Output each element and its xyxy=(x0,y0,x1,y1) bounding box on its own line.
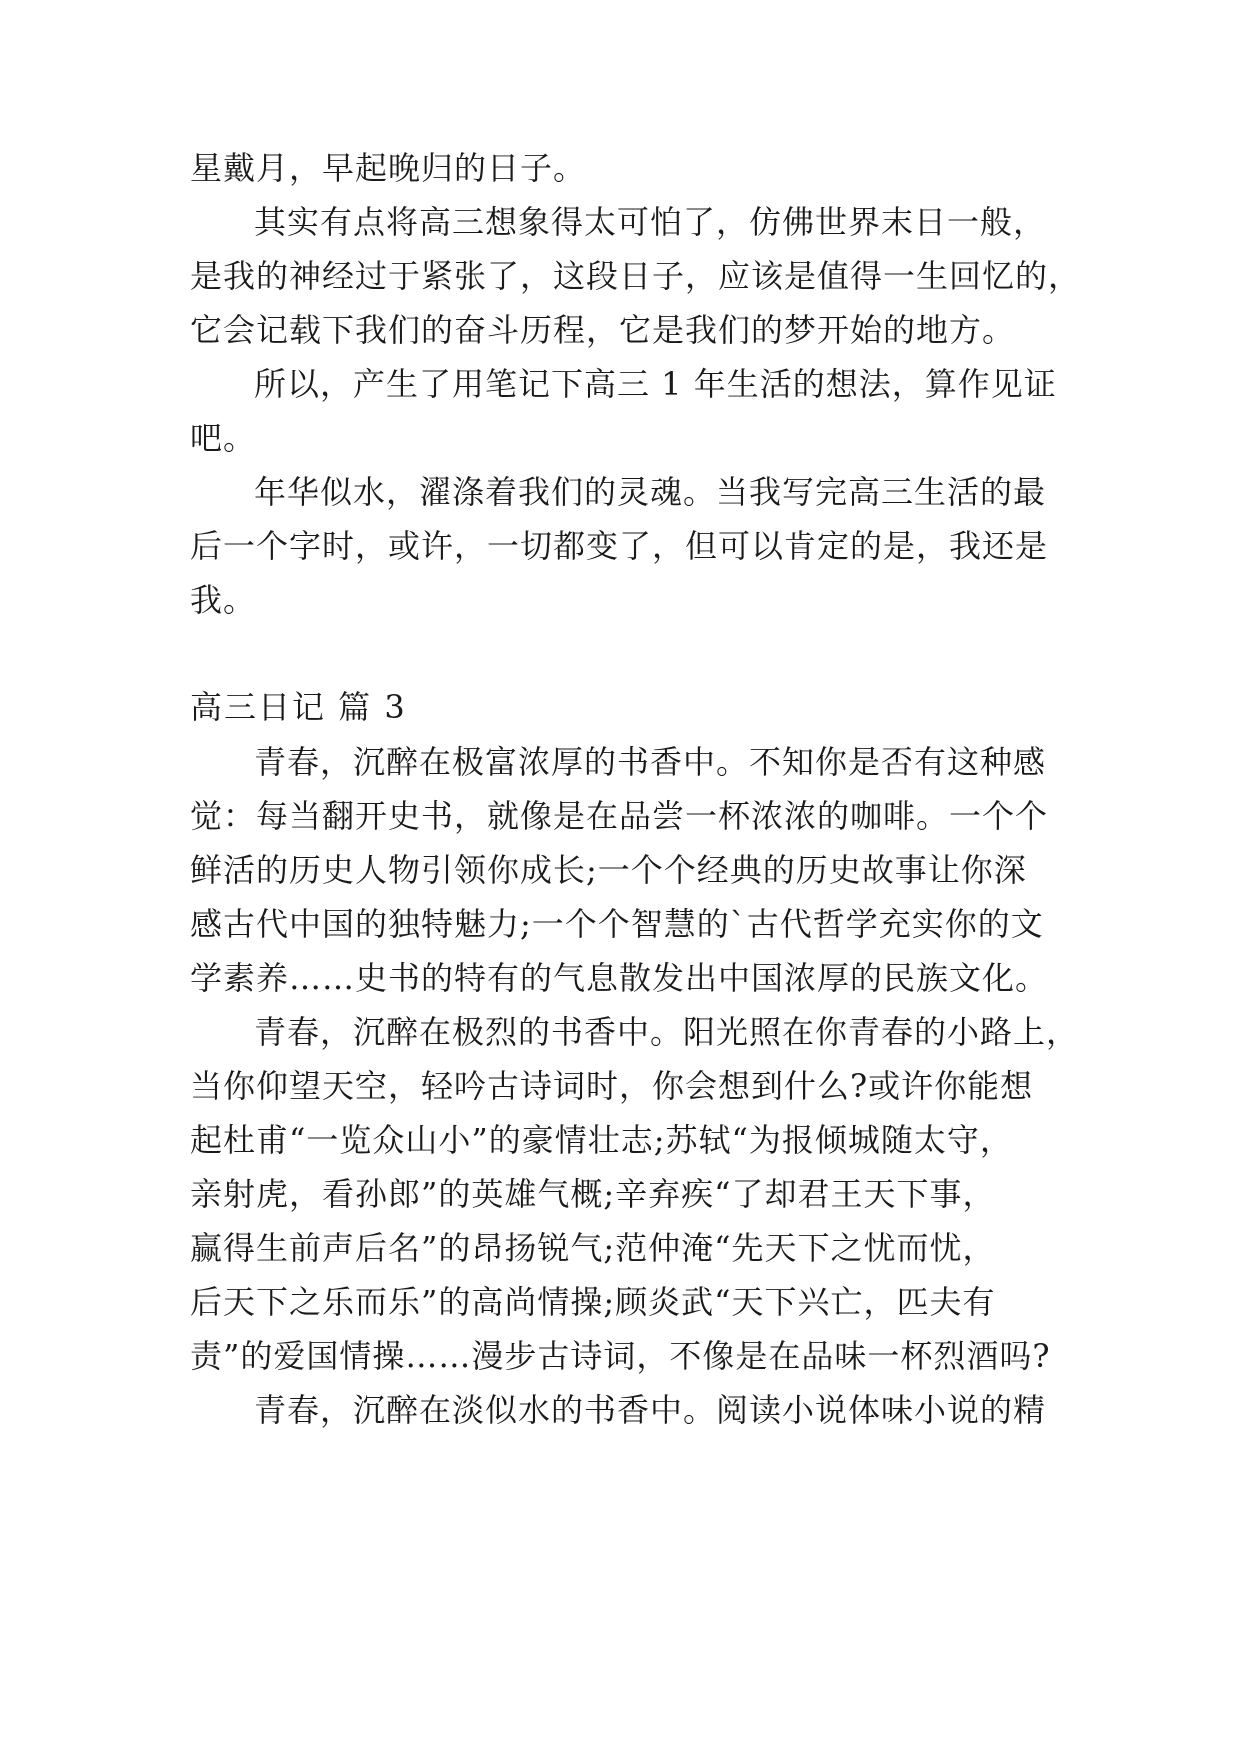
text-line: 感古代中国的独特魅力;一个个智慧的`古代哲学充实你的文 xyxy=(190,905,1044,943)
text-line: 是我的神经过于紧张了，这段日子，应该是值得一生回忆的， xyxy=(190,257,1082,295)
text-line: 鲜活的历史人物引领你成长;一个个经典的历史故事让你深 xyxy=(190,851,1027,889)
text-line: 赢得生前声后名”的昂扬锐气;范仲淹“先天下之忧而忧， xyxy=(190,1229,996,1267)
paragraph-line: 其实有点将高三想象得太可怕了，仿佛世界末日一般， xyxy=(254,203,1047,241)
text-line: 吧。 xyxy=(190,419,257,457)
section-heading: 高三日记 篇 3 xyxy=(190,688,407,726)
text-line: 学素养……史书的特有的气息散发出中国浓厚的民族文化。 xyxy=(190,959,1049,997)
paragraph-line: 年华似水，濯涤着我们的灵魂。当我写完高三生活的最 xyxy=(254,473,1047,511)
text-line: 后天下之乐而乐”的高尚情操;顾炎武“天下兴亡，匹夫有 xyxy=(190,1283,996,1321)
paragraph-line: 青春，沉醉在极烈的书香中。阳光照在你青春的小路上， xyxy=(254,1013,1080,1051)
text-line: 我。 xyxy=(190,581,257,619)
text-line: 后一个字时，或许，一切都变了，但可以肯定的是，我还是 xyxy=(190,527,1049,565)
text-line: 起杜甫“一览众山小”的豪情壮志;苏轼“为报倾城随太守， xyxy=(190,1121,1013,1159)
text-line: 亲射虎，看孙郎”的英雄气概;辛弃疾“了却君王天下事， xyxy=(190,1175,996,1213)
text-line: 它会记载下我们的奋斗历程，它是我们的梦开始的地方。 xyxy=(190,311,1016,349)
text-line: 当你仰望天空，轻吟古诗词时，你会想到什么?或许你能想 xyxy=(190,1067,1034,1105)
paragraph-line: 青春，沉醉在极富浓厚的书香中。不知你是否有这种感 xyxy=(254,743,1047,781)
paragraph-line: 所以，产生了用笔记下高三 1 年生活的想法，算作见证 xyxy=(254,365,1057,403)
text-line: 责”的爱国情操……漫步古诗词，不像是在品味一杯烈酒吗? xyxy=(190,1337,1051,1375)
paragraph-line: 青春，沉醉在淡似水的书香中。阅读小说体味小说的精 xyxy=(254,1391,1047,1429)
text-line: 觉：每当翻开史书，就像是在品尝一杯浓浓的咖啡。一个个 xyxy=(190,797,1049,835)
text-line: 星戴月，早起晚归的日子。 xyxy=(190,149,587,187)
